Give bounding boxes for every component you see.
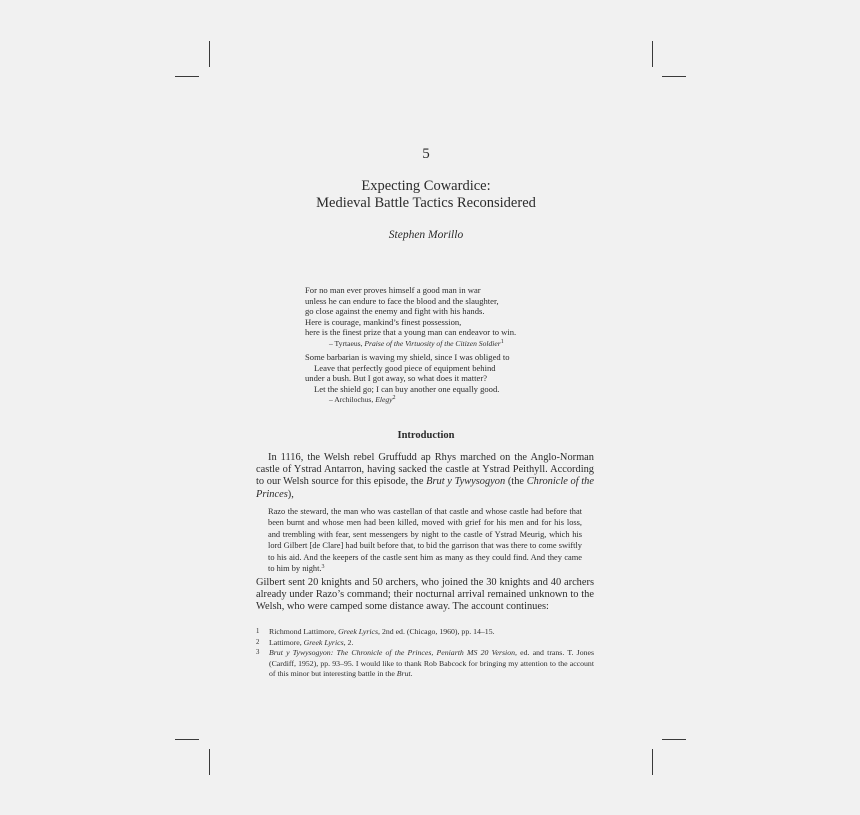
- footnote-ref[interactable]: 1: [500, 338, 504, 345]
- crop-mark-bottom-left-horizontal: [175, 739, 199, 740]
- chapter-title-line-2: Medieval Battle Tactics Reconsidered: [316, 195, 536, 211]
- body-paragraph-1: [256, 452, 594, 501]
- epigraph-attribution: [305, 339, 535, 350]
- epigraph-line: Some barbarian is waving my shield, since I was obliged to: [305, 352, 510, 362]
- author-name: Stephen Morillo: [388, 229, 464, 241]
- footnote-item: [256, 627, 594, 638]
- epigraph-line: Leave that perfectly good piece of equipment behind: [314, 362, 496, 373]
- footnote-number: 3: [256, 649, 260, 657]
- work-title: Greek Lyrics: [338, 627, 379, 636]
- footnote-text: Richmond Lattimore,: [269, 627, 339, 636]
- footnote-text: .: [410, 669, 413, 679]
- crop-mark-bottom-left-vertical: [209, 749, 210, 775]
- crop-mark-bottom-right-vertical: [652, 749, 653, 775]
- block-quote: [268, 506, 582, 574]
- epigraph-line: unless he can endure to face the blood and the slaughter,: [305, 295, 499, 306]
- footnotes: [256, 627, 594, 680]
- footnote-text: , 2nd ed. (Chicago, 1960), pp. 14–15.: [378, 627, 495, 636]
- chapter-number: 5: [422, 146, 430, 162]
- epigraph-line: go close against the enemy and fight with his hands.: [305, 306, 485, 317]
- epigraph-line: For no man ever proves himself a good man in war: [305, 285, 481, 295]
- crop-mark-bottom-right-horizontal: [662, 739, 686, 740]
- attribution-work: Praise of the Virtuosity of the Citizen Soldier: [364, 338, 501, 348]
- work-title: Brut y Tywysogyon: [426, 476, 506, 488]
- footnote-item: [256, 648, 594, 680]
- footnote-ref[interactable]: 3: [321, 564, 325, 571]
- work-title: Chronicle of the Princes: [256, 476, 594, 500]
- epigraph-line: Let the shield go; I can buy another one equally good.: [314, 383, 500, 394]
- footnote-item: [256, 638, 594, 649]
- body-paragraph-2: Gilbert sent 20 knights and 50 archers, who joined the 30 knights and 40 archers already under Razo’s command; their nocturnal arrival remained unknown to the Welsh, who were camped some distance away. The account continues:: [256, 577, 594, 613]
- crop-mark-top-right-vertical: [652, 41, 653, 67]
- footnote-text: , 2.: [343, 637, 354, 647]
- attribution-work: Elegy: [375, 395, 393, 405]
- epigraph-line: Here is courage, mankind’s finest possession,: [305, 316, 462, 327]
- crop-mark-top-left-horizontal: [175, 76, 199, 77]
- attribution-author: – Tyrtaeus,: [329, 338, 363, 348]
- epigraph-attribution: [305, 395, 535, 406]
- quote-text: Razo the steward, the man who was castellan of that castle and whose castle had before that been burnt and whose men had been killed, moved with grief for his men and for his loss, and trembling with fear, sent messengers by night to the castle of Ystrad Meurig, which his lord Gilbert [de Clare] had built before that, to bid the garrison that was there to come swiftly to his aid. And the keepers of the castle sent him as many as they could find. And they came to him by night.: [268, 507, 582, 574]
- epigraph-archilochus: [305, 352, 535, 406]
- epigraph-tyrtaeus: [305, 285, 535, 350]
- work-title: Brut y Tywysogyon: The Chronicle of the Princes, Peniarth MS 20 Version: [269, 648, 516, 658]
- epigraph-line: here is the finest prize that a young man can endeavor to win.: [305, 327, 517, 338]
- work-title: Greek Lyrics: [303, 637, 344, 647]
- crop-mark-top-left-vertical: [209, 41, 210, 67]
- footnote-number: 1: [256, 628, 260, 635]
- footnote-number: 2: [256, 638, 260, 646]
- section-heading: Introduction: [397, 430, 455, 441]
- chapter-title: [0, 178, 852, 212]
- crop-mark-top-right-horizontal: [662, 76, 686, 77]
- chapter-title-line-1: Expecting Cowardice:: [361, 178, 491, 194]
- epigraph-line: under a bush. But I got away, so what does it matter?: [305, 373, 488, 384]
- paragraph-text: ),: [287, 488, 294, 500]
- footnote-text: Lattimore,: [269, 637, 304, 647]
- footnote-text: , ed. and trans. T. Jones (Cardiff, 1952), pp. 93–95. I would like to thank Rob Babcock for bringing my attention to the account of this minor but interesting battle in the: [269, 648, 595, 679]
- paragraph-text: (the: [505, 476, 527, 488]
- footnote-ref[interactable]: 2: [392, 395, 396, 402]
- attribution-author: – Archilochus,: [329, 395, 374, 405]
- work-title: Brut: [396, 669, 411, 679]
- paragraph-text: In 1116, the Welsh rebel Gruffudd ap Rhys marched on the Anglo-Norman castle of Ystrad Antarron, having sacked the castle at Ystrad Peithyll. According to our Welsh source for this episode, the: [256, 452, 594, 488]
